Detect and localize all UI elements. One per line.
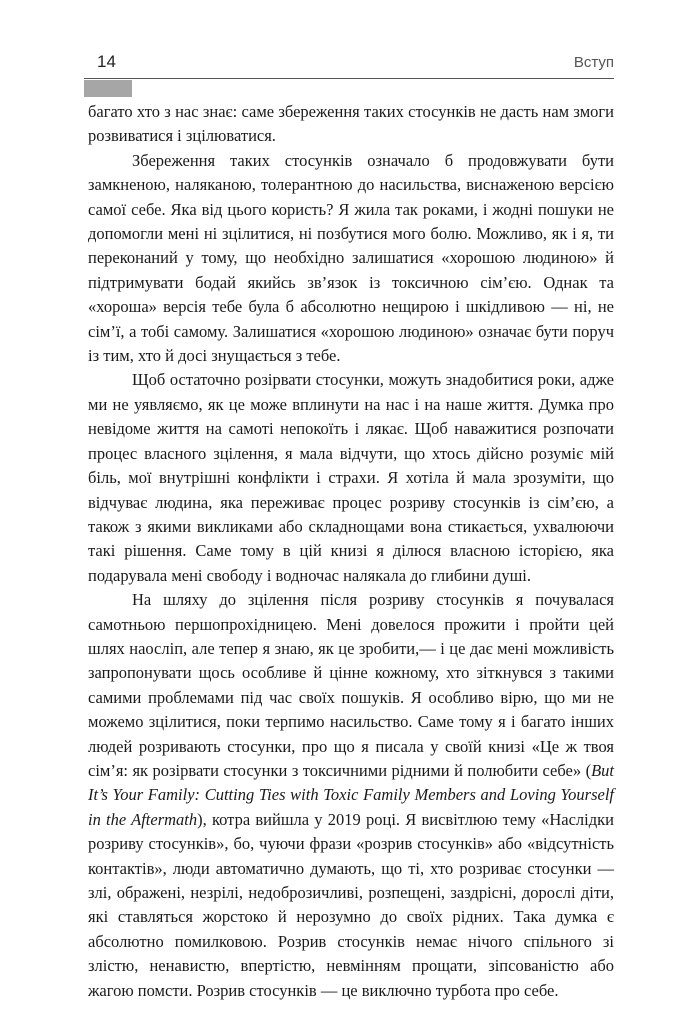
paragraph (88, 149, 614, 369)
body-text (88, 100, 614, 1003)
section-title: Вступ (573, 54, 614, 71)
italic-title: But It’s Your Family: Cutting Ties with Toxic Family Members and Loving Yourself in the Aftermath (88, 760, 614, 829)
paragraph-text: багато хто з нас знає: саме збереження таких стосунків не дасть нам змоги розвиватися і зцілюватися. (88, 102, 614, 146)
header-tab (84, 80, 132, 97)
paragraph (88, 368, 614, 588)
header-rule (84, 78, 614, 79)
paragraph-text: На шляху до зцілення після розриву стосунків я почувалася самотньою першопрохідницею. Мені довелося прожити і пройти цей шлях наосліп, але тепер я знаю, як це зробити,— і це дає мені можливість запропонувати щось особливе й цінне кожному, хто зіткнувся з такими самими проблемами під час своїх пошуків. Я особливо вірю, що ми не можемо зцілитися, поки терпимо насильство. Саме тому я і багато інших людей розривають стосунки, про що я писала у своїй книзі «Це ж твоя сім’я: як розірвати стосунки з токсичними рідними й полюбити себе» ( (88, 590, 614, 780)
paragraph (88, 588, 614, 1003)
paragraph-text: Щоб остаточно розірвати стосунки, можуть знадобитися роки, адже ми не уявляємо, як це може вплинути на нас і на наше життя. Думка про невідоме життя на самоті непокоїть і лякає. Щоб наважитися розпочати процес власного зцілення, я мала відчути, що хтось дійсно розуміє мій біль, мої внутрішні конфлікти і страхи. Я хотіла й мала зрозуміти, що відчуває людина, яка переживає процес розриву стосунків із сім’єю, а також з якими викликами або складнощами вона стикається, ухвалюючи такі рішення. Саме тому в цій книзі я ділюся власною історією, яка подарувала мені свободу і водночас налякала до глибини душі. (88, 370, 614, 585)
paragraph (88, 100, 614, 149)
paragraph-text: Збереження таких стосунків означало б продовжувати бути замкненою, наляканою, толерантною до насильства, виснаженою версією самої себе. Яка від цього користь? Я жила так роками, і жодні пошуки не допомогли мені ні зцілитися, ні позбутися мого болю. Можливо, як і я, ти переконаний у тому, що необхідно залишатися «хорошою людиною» й підтримувати бодай якийсь зв’язок із токсичною сім’єю. Однак та «хороша» версія тебе була б абсолютно нещирою і шкідливою — ні, не сім’ї, а тобі самому. Залишатися «хорошою людиною» означає бути поруч із тим, хто й досі знущається з тебе. (88, 150, 614, 366)
paragraph-text: ), котра вийшла у 2019 році. Я висвітлюю тему «Наслідки розриву стосунків», бо, чуючи фрази «розрив стосунків» або «відсутність контактів», люди автоматично думають, що ті, хто розриває стосунки — злі, ображені, незрілі, недоброзичливі, розпещені, заздрісні, дорослі діти, які ставляться жорстоко й нерозумно до своїх рідних. Така думка є абсолютно помилковою. Розрив стосунків немає нічого спільного зі злістю, ненавистю, впертістю, невмінням прощати, зіпсованістю або жагою помсти. Розрив стосунків — це виключно турбота про себе. (88, 809, 614, 1000)
page-number: 14 (97, 52, 116, 71)
